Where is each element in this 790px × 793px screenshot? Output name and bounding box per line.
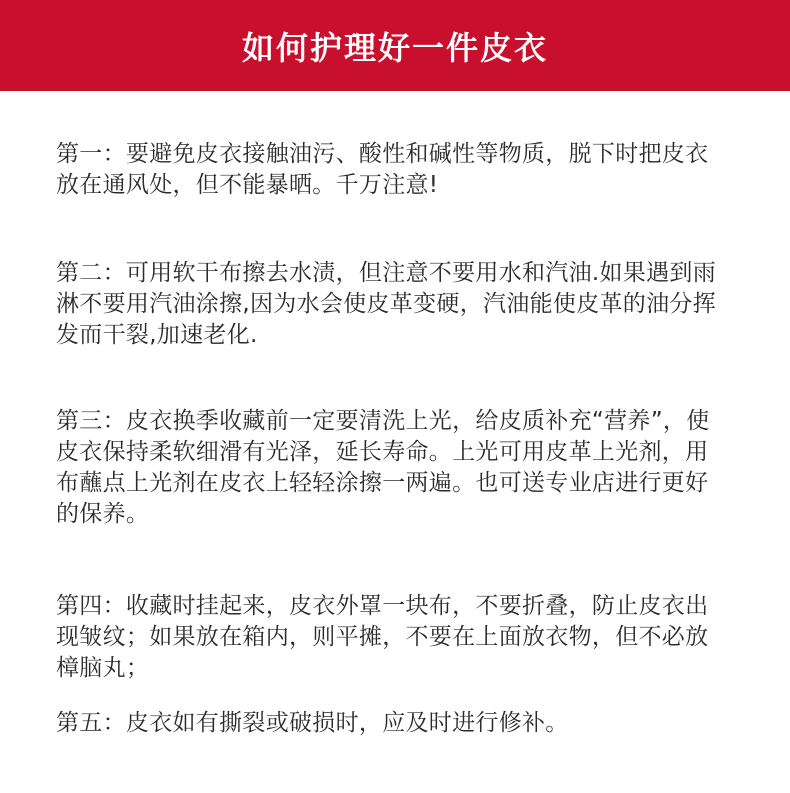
- paragraph-3: [56, 406, 746, 530]
- paragraph-line: 淋不要用汽油涂擦,因为水会使皮革变硬，汽油能使皮革的油分挥: [56, 291, 717, 317]
- paragraph-line: 放在通风处，但不能暴晒。千万注意!: [56, 172, 439, 198]
- paragraph-4: [56, 591, 746, 684]
- paragraph-line: 的保养。: [56, 501, 150, 527]
- paragraph-line: 皮衣保持柔软细滑有光泽，延长寿命。上光可用皮革上光剂，用: [56, 439, 709, 465]
- paragraph-line: 第五：皮衣如有撕裂或破损时，应及时进行修补。: [56, 710, 569, 736]
- paragraph-line: 现皱纹；如果放在箱内，则平摊，不要在上面放衣物，但不必放: [56, 624, 709, 650]
- page-title: 如何护理好一件皮衣: [241, 28, 548, 67]
- paragraph-line: 布蘸点上光剂在皮衣上轻轻涂擦一两遍。也可送专业店进行更好: [56, 470, 709, 496]
- paragraph-5: [56, 708, 746, 739]
- paragraph-1: [56, 139, 746, 201]
- title-banner: [0, 0, 790, 91]
- paragraph-2: [56, 258, 746, 351]
- paragraph-line: 樟脑丸；: [56, 655, 150, 681]
- paragraph-line: 第四：收藏时挂起来，皮衣外罩一块布，不要折叠，防止皮衣出: [56, 593, 709, 619]
- paragraph-line: 第二：可用软干布擦去水渍，但注意不要用水和汽油.如果遇到雨: [56, 260, 717, 286]
- paragraph-line: 发而干裂,加速老化.: [56, 322, 258, 348]
- paragraph-line: 第一：要避免皮衣接触油污、酸性和碱性等物质，脱下时把皮衣: [56, 141, 709, 167]
- paragraph-line: 第三：皮衣换季收藏前一定要清洗上光，给皮质补充“营养”，使: [56, 408, 710, 434]
